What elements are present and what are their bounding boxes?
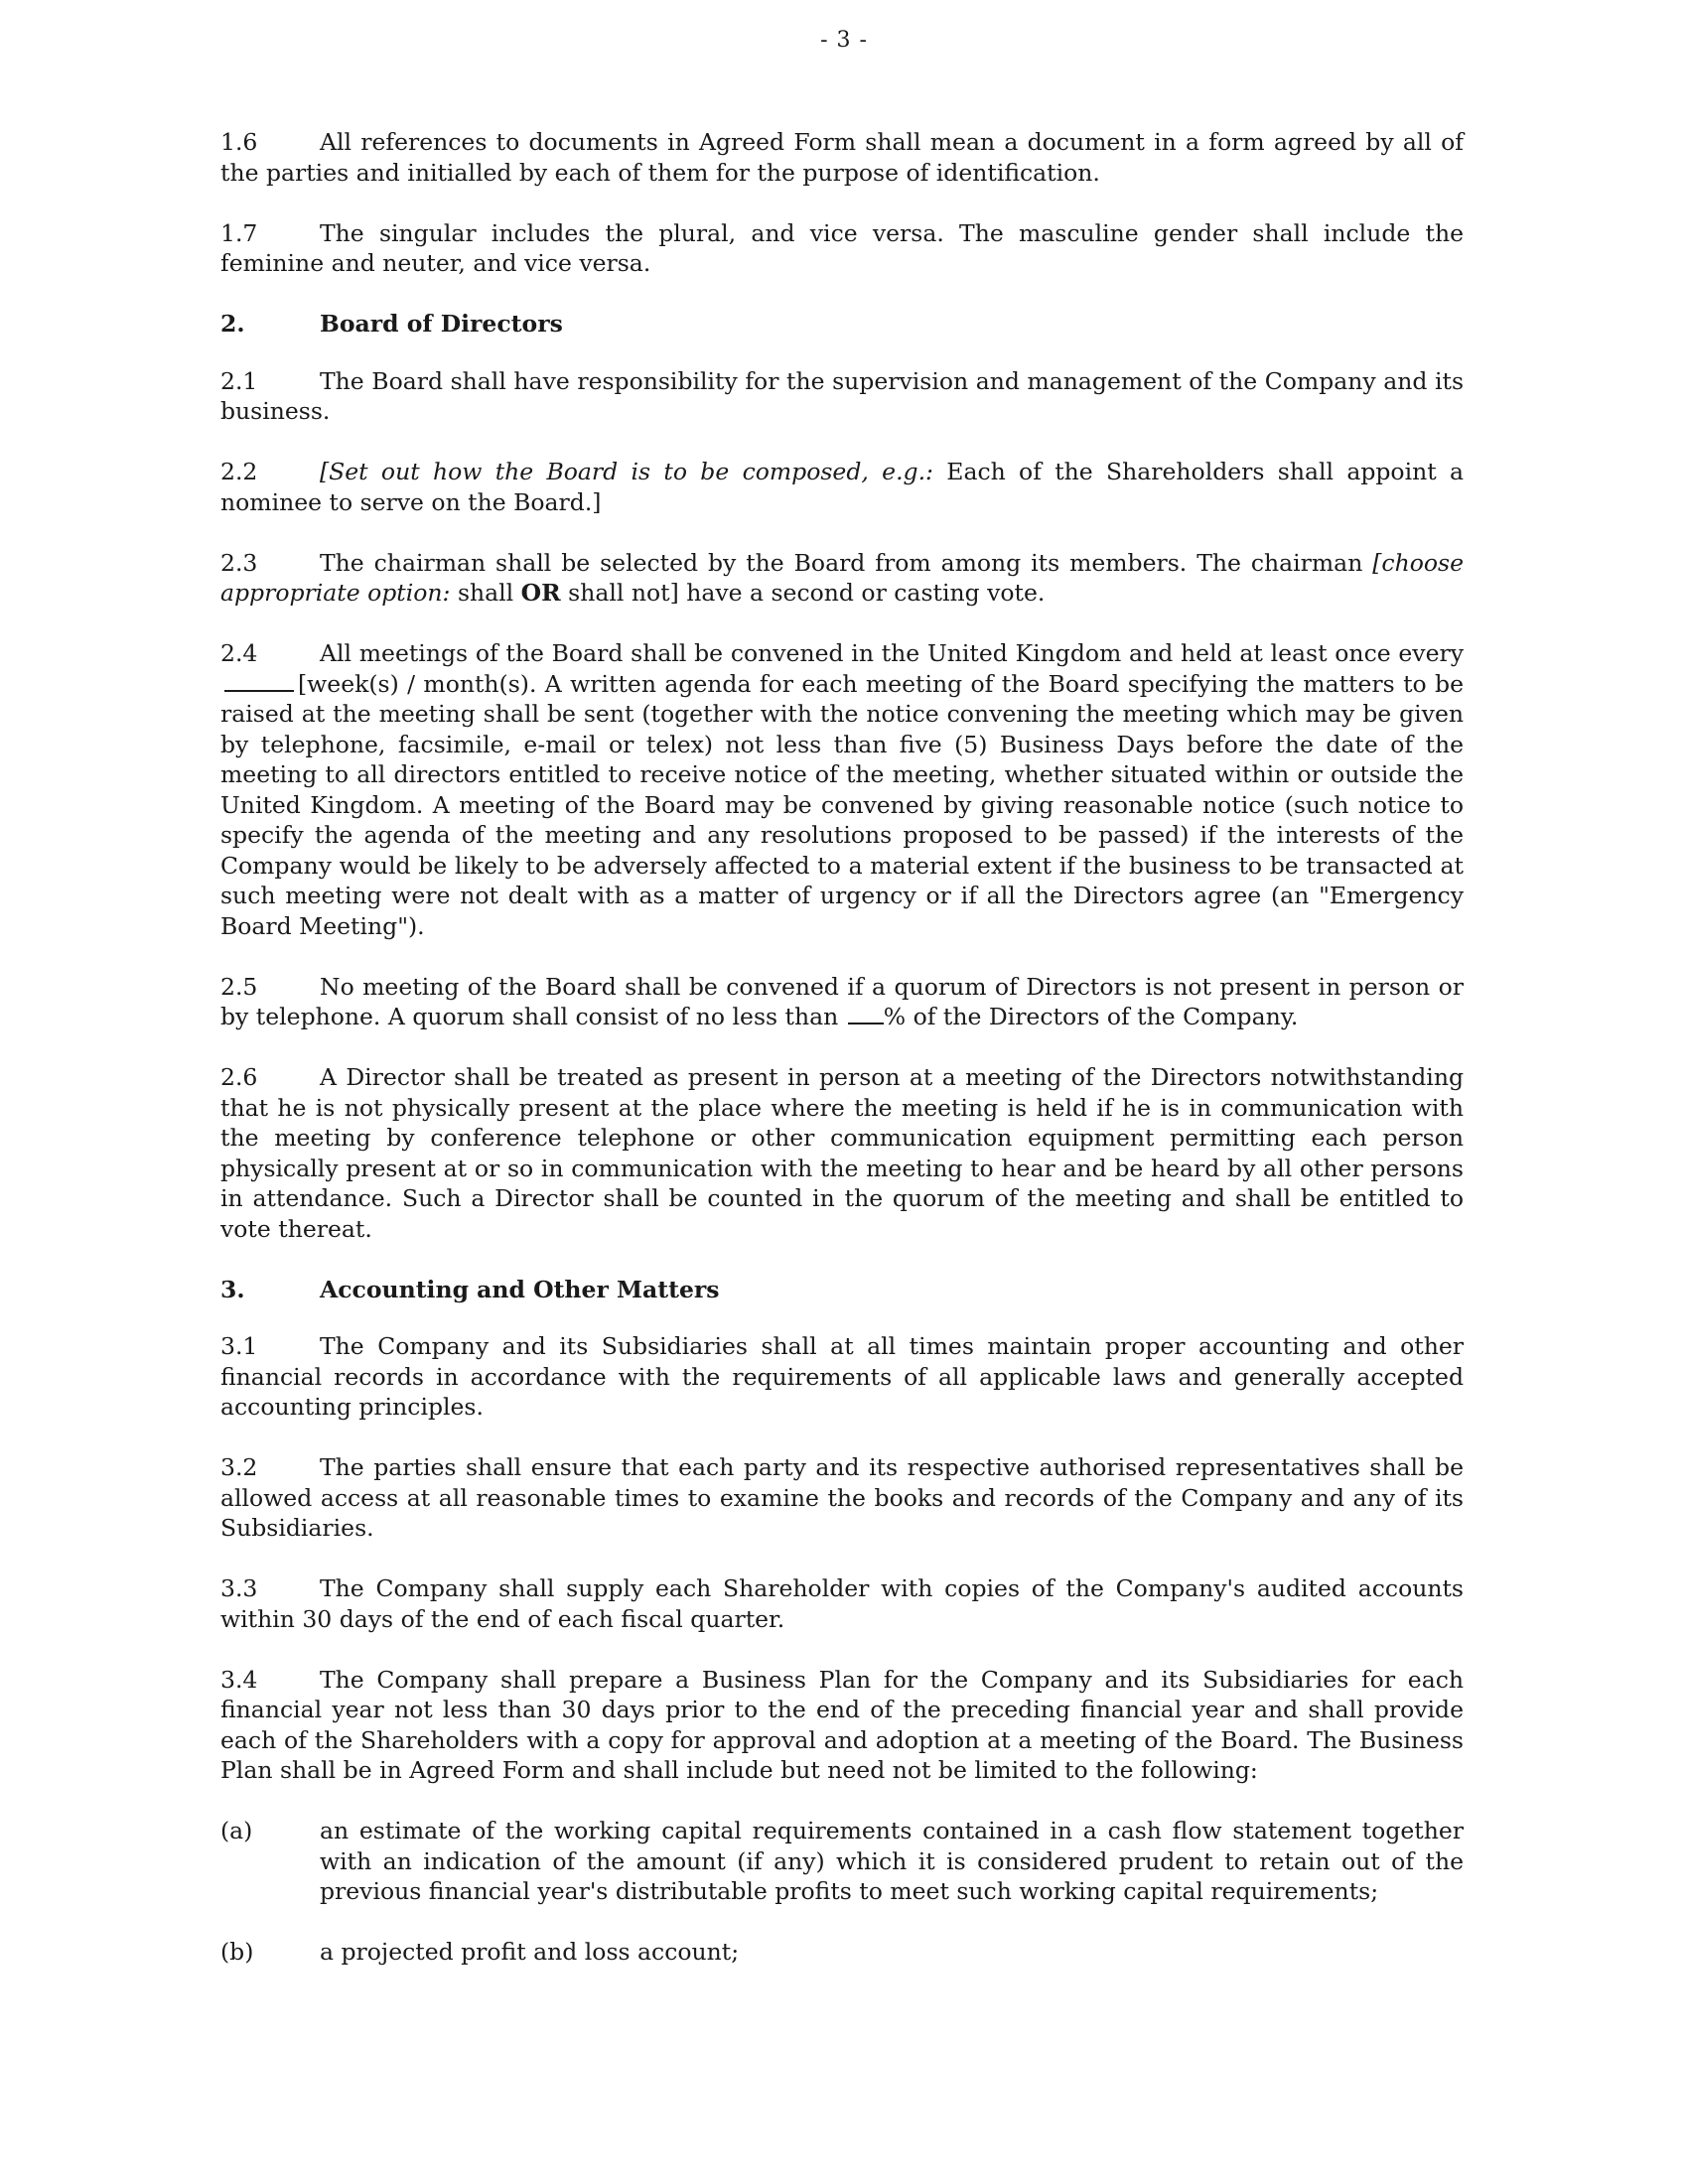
section-heading-2 bbox=[220, 309, 1464, 340]
section-title: Accounting and Other Matters bbox=[320, 1275, 720, 1303]
clause-number: 3.1 bbox=[220, 1332, 258, 1360]
clause-text: All meetings of the Board shall be convened in the United Kingdom and held at least once every bbox=[320, 639, 1464, 667]
list-item bbox=[220, 1937, 1464, 1968]
clause-text: The parties shall ensure that each party and its respective authorised representatives shall be allowed access at all reasonable times to examine the books and records of the Company and any of its Subsidiaries. bbox=[220, 1453, 1464, 1542]
clause-number: 2.1 bbox=[220, 366, 258, 395]
clause-2-2 bbox=[220, 457, 1464, 517]
clause-text-3: shall not] have a second or casting vote. bbox=[560, 579, 1046, 607]
list-item-label: (a) bbox=[220, 1817, 253, 1844]
clause-1-7 bbox=[220, 218, 1464, 279]
blank-line bbox=[224, 672, 294, 692]
clause-text-2: [week(s) / month(s). A written agenda for each meeting of the Board specifying the matters to be raised at the meeting shall be sent (together with the notice convening the meeting which may be given by telephone, facsimile, e-mail or telex) not less than five (5) Business Days before the date of the meeting to all directors entitled to receive notice of the meeting, whether situated within or outside the United Kingdom. A meeting of the Board may be convened by giving reasonable notice (such notice to specify the agenda of the meeting and any resolutions proposed to be passed) if the interests of the Company would be likely to be adversely affected to a material extent if the business to be transacted at such meeting were not dealt with as a matter of urgency or if all the Directors agree (an "Emergency Board Meeting"). bbox=[220, 669, 1464, 940]
clause-text: The Company shall supply each Shareholder with copies of the Company's audited accounts within 30 days of the end of each fiscal quarter. bbox=[220, 1574, 1464, 1633]
clause-2-4 bbox=[220, 638, 1464, 941]
clause-text: The Company and its Subsidiaries shall at all times maintain proper accounting and other financial records in accordance with the requirements of all applicable laws and generally accepted accounting principles. bbox=[220, 1332, 1464, 1421]
drafting-note: [Set out how the Board is to be composed, e.g.: bbox=[320, 458, 933, 485]
list-item bbox=[220, 1816, 1464, 1907]
clause-number: 2.6 bbox=[220, 1063, 258, 1091]
clause-number: 2.4 bbox=[220, 639, 258, 667]
clause-text: The singular includes the plural, and vice versa. The masculine gender shall include the feminine and neuter, and vice versa. bbox=[220, 218, 1464, 277]
document-body bbox=[220, 127, 1464, 1997]
drafting-note: [choose appropriate option: bbox=[220, 548, 1464, 607]
clause-2-3 bbox=[220, 548, 1464, 609]
clause-3-3 bbox=[220, 1573, 1464, 1634]
clause-number: 2.3 bbox=[220, 548, 258, 577]
clause-number: 2.5 bbox=[220, 972, 258, 1001]
list-item-text: an estimate of the working capital requirements contained in a cash flow statement together with an indication of the amount (if any) which it is considered prudent to retain out of the previous financial year's distributable profits to meet such working capital requirements; bbox=[320, 1817, 1464, 1905]
clause-2-6 bbox=[220, 1062, 1464, 1244]
page-number: - 3 - bbox=[820, 28, 868, 53]
clause-text: Each of the Shareholders shall appoint a nominee to serve on the Board.] bbox=[220, 458, 1464, 516]
clause-text: The Board shall have responsibility for the supervision and management of the Company and its business. bbox=[220, 366, 1464, 425]
clause-text: All references to documents in Agreed Form shall mean a document in a form agreed by all of the parties and initialled by each of them for the purpose of identification. bbox=[220, 128, 1464, 187]
clause-text-2: shall bbox=[450, 579, 521, 607]
clause-3-2 bbox=[220, 1452, 1464, 1544]
clause-text: The Company shall prepare a Business Plan for the Company and its Subsidiaries for each financial year not less than 30 days prior to the end of the preceding financial year and shall provide each of the Shareholders with a copy for approval and adoption at a meeting of the Board. The Business Plan shall be in Agreed Form and shall include but need not be limited to the following: bbox=[220, 1665, 1464, 1784]
option-separator: OR bbox=[520, 579, 561, 607]
list-item-label: (b) bbox=[220, 1938, 254, 1966]
section-heading-3 bbox=[220, 1275, 1464, 1305]
section-title: Board of Directors bbox=[320, 310, 563, 338]
section-number: 3. bbox=[220, 1275, 245, 1303]
clause-3-1 bbox=[220, 1331, 1464, 1423]
clause-text-2: % of the Directors of the Company. bbox=[883, 1003, 1299, 1030]
clause-text: No meeting of the Board shall be convened if a quorum of Directors is not present in person or by telephone. A quorum shall consist of no less than bbox=[220, 972, 1464, 1030]
clause-number: 3.2 bbox=[220, 1453, 258, 1481]
clause-number: 3.3 bbox=[220, 1574, 258, 1602]
clause-text: The chairman shall be selected by the Board from among its members. The chairman bbox=[320, 548, 1373, 577]
clause-1-6 bbox=[220, 127, 1464, 188]
clause-text: A Director shall be treated as present in person at a meeting of the Directors notwithstanding that he is not physically present at the place where the meeting is held if he is in communication with the meeting by conference telephone or other communication equipment permitting each person physically present at or so in communication with the meeting to hear and be heard by all other persons in attendance. Such a Director shall be counted in the quorum of the meeting and shall be entitled to vote thereat. bbox=[220, 1063, 1464, 1243]
clause-number: 3.4 bbox=[220, 1665, 258, 1694]
list-item-text: a projected profit and loss account; bbox=[320, 1938, 740, 1966]
section-number: 2. bbox=[220, 310, 245, 338]
clause-number: 1.6 bbox=[220, 128, 258, 156]
blank-line bbox=[848, 1005, 884, 1024]
clause-number: 1.7 bbox=[220, 218, 258, 247]
clause-2-1 bbox=[220, 366, 1464, 427]
clause-3-4 bbox=[220, 1665, 1464, 1786]
clause-2-5 bbox=[220, 972, 1464, 1032]
clause-number: 2.2 bbox=[220, 458, 258, 485]
